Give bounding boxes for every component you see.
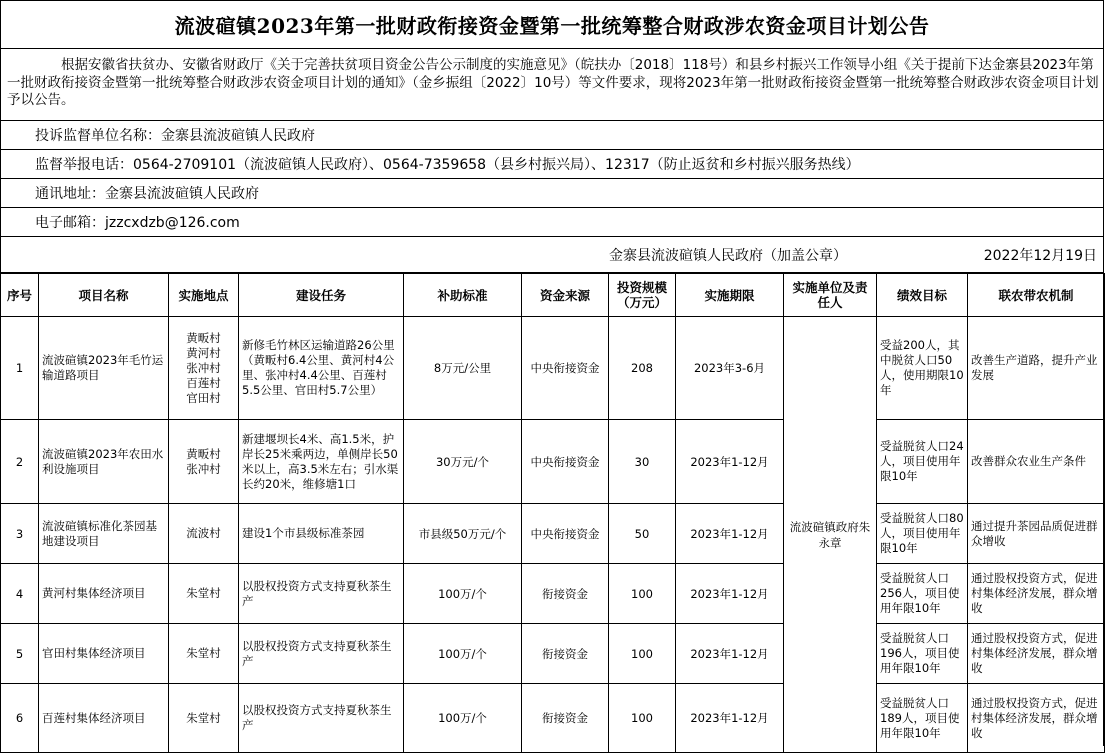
header-cell: 资金来源 <box>522 274 609 317</box>
performance-goal-cell: 受益脱贫人口196人，项目使用年限10年 <box>877 624 968 684</box>
header-cell: 实施地点 <box>169 274 239 317</box>
project-table <box>0 273 1105 753</box>
performance-goal-cell: 受益脱贫人口24人，项目使用年限10年 <box>877 420 968 504</box>
performance-goal-cell: 受益脱贫人口189人，项目使用年限10年 <box>877 684 968 753</box>
project-name-cell: 流波碹镇2023年农田水利设施项目 <box>39 420 169 504</box>
row-number-cell: 1 <box>1 317 39 420</box>
table-header-row <box>1 274 1105 317</box>
fund-source-cell: 中央衔接资金 <box>522 317 609 420</box>
project-name-cell: 百莲村集体经济项目 <box>39 684 169 753</box>
project-name-cell: 流波碹镇2023年毛竹运输道路项目 <box>39 317 169 420</box>
row-number-cell: 2 <box>1 420 39 504</box>
performance-goal-cell: 受益200人，其中脱贫人口50人，使用期限10年 <box>877 317 968 420</box>
benefit-mechanism-cell: 通过股权投资方式，促进村集体经济发展，群众增收 <box>968 624 1105 684</box>
project-name-cell: 黄河村集体经济项目 <box>39 564 169 624</box>
location-cell: 朱堂村 <box>169 624 239 684</box>
header-cell: 实施单位及责任人 <box>784 274 877 317</box>
investment-scale-cell: 100 <box>609 624 676 684</box>
signature-date: 2022年12月19日 <box>983 248 1097 264</box>
supervisor-line: 投诉监督单位名称：金寨县流波碹镇人民政府 <box>1 121 1103 150</box>
construction-task-cell: 建设1个市县级标准茶园 <box>239 504 404 564</box>
table-row <box>1 317 1105 420</box>
implementation-period-cell: 2023年3-6月 <box>676 317 784 420</box>
hotline-line: 监督举报电话：0564-2709101（流波碹镇人民政府）、0564-7359658（县乡村振兴局）、12317（防止返贫和乡村振兴服务热线） <box>1 150 1103 179</box>
header-cell: 序号 <box>1 274 39 317</box>
investment-scale-cell: 50 <box>609 504 676 564</box>
construction-task-cell: 以股权投资方式支持夏秋茶生产 <box>239 684 404 753</box>
location-cell: 黄畈村 张冲村 <box>169 420 239 504</box>
project-name-cell: 流波碹镇标准化茶园基地建设项目 <box>39 504 169 564</box>
subsidy-standard-cell: 市县级50万元/个 <box>404 504 522 564</box>
implementation-period-cell: 2023年1-12月 <box>676 684 784 753</box>
benefit-mechanism-cell: 通过股权投资方式，促进村集体经济发展，群众增收 <box>968 564 1105 624</box>
fund-source-cell: 衔接资金 <box>522 564 609 624</box>
table-row <box>1 420 1105 504</box>
table-row <box>1 624 1105 684</box>
signature-row <box>1 237 1103 273</box>
construction-task-cell: 以股权投资方式支持夏秋茶生产 <box>239 624 404 684</box>
intro-paragraph: 根据安徽省扶贫办、安徽省财政厅《关于完善扶贫项目资金公告公示制度的实施意见》（皖扶办〔2018〕118号）和县乡村振兴工作领导小组《关于提前下达金寨县2023年第一批财政衔接资金暨第一批统筹整合财政涉农资金项目计划的通知》（金乡振组〔2022〕10号）等文件要求，现将2023年第一批财政衔接资金暨第一批统筹整合财政涉农资金项目计划予以公告。 <box>1 49 1103 121</box>
header-cell: 建设任务 <box>239 274 404 317</box>
implementation-period-cell: 2023年1-12月 <box>676 504 784 564</box>
investment-scale-cell: 208 <box>609 317 676 420</box>
page-title: 流波碹镇2023年第一批财政衔接资金暨第一批统筹整合财政涉农资金项目计划公告 <box>1 0 1103 49</box>
implementation-period-cell: 2023年1-12月 <box>676 624 784 684</box>
fund-source-cell: 中央衔接资金 <box>522 420 609 504</box>
location-cell: 朱堂村 <box>169 684 239 753</box>
header-cell: 项目名称 <box>39 274 169 317</box>
table-row <box>1 504 1105 564</box>
subsidy-standard-cell: 100万/个 <box>404 624 522 684</box>
location-cell: 黄畈村 黄河村 张冲村 百莲村 官田村 <box>169 317 239 420</box>
header-cell: 绩效目标 <box>877 274 968 317</box>
responsible-unit-cell: 流波碹镇政府朱永章 <box>784 317 877 753</box>
email-line: 电子邮箱：jzzcxdzb@126.com <box>1 208 1103 237</box>
row-number-cell: 3 <box>1 504 39 564</box>
row-number-cell: 5 <box>1 624 39 684</box>
address-line: 通讯地址：金寨县流波碹镇人民政府 <box>1 179 1103 208</box>
header-cell: 实施期限 <box>676 274 784 317</box>
project-name-cell: 官田村集体经济项目 <box>39 624 169 684</box>
construction-task-cell: 以股权投资方式支持夏秋茶生产 <box>239 564 404 624</box>
fund-source-cell: 中央衔接资金 <box>522 504 609 564</box>
implementation-period-cell: 2023年1-12月 <box>676 420 784 504</box>
fund-source-cell: 衔接资金 <box>522 684 609 753</box>
row-number-cell: 6 <box>1 684 39 753</box>
construction-task-cell: 新修毛竹林区运输道路26公里（黄畈村6.4公里、黄河村4公里、张冲村4.4公里、百莲村5.5公里、官田村5.7公里） <box>239 317 404 420</box>
performance-goal-cell: 受益脱贫人口80人，项目使用年限10年 <box>877 504 968 564</box>
benefit-mechanism-cell: 通过股权投资方式，促进村集体经济发展，群众增收 <box>968 684 1105 753</box>
location-cell: 朱堂村 <box>169 564 239 624</box>
table-row <box>1 564 1105 624</box>
benefit-mechanism-cell: 改善群众农业生产条件 <box>968 420 1105 504</box>
implementation-period-cell: 2023年1-12月 <box>676 564 784 624</box>
subsidy-standard-cell: 100万/个 <box>404 564 522 624</box>
subsidy-standard-cell: 100万/个 <box>404 684 522 753</box>
performance-goal-cell: 受益脱贫人口256人，项目使用年限10年 <box>877 564 968 624</box>
row-number-cell: 4 <box>1 564 39 624</box>
subsidy-standard-cell: 30万元/个 <box>404 420 522 504</box>
fund-source-cell: 衔接资金 <box>522 624 609 684</box>
benefit-mechanism-cell: 改善生产道路，提升产业发展 <box>968 317 1105 420</box>
construction-task-cell: 新建堰坝长4米、高1.5米，护岸长25米乘两边，单侧岸长50米以上，高3.5米左右；引水渠长约20米，维修塘1口 <box>239 420 404 504</box>
header-cell: 补助标准 <box>404 274 522 317</box>
subsidy-standard-cell: 8万元/公里 <box>404 317 522 420</box>
signature-org: 金寨县流波碹镇人民政府（加盖公章） <box>609 248 847 264</box>
investment-scale-cell: 100 <box>609 564 676 624</box>
investment-scale-cell: 30 <box>609 420 676 504</box>
header-cell: 联农带农机制 <box>968 274 1105 317</box>
header-cell: 投资规模（万元） <box>609 274 676 317</box>
location-cell: 流波村 <box>169 504 239 564</box>
table-row <box>1 684 1105 753</box>
benefit-mechanism-cell: 通过提升茶园品质促进群众增收 <box>968 504 1105 564</box>
investment-scale-cell: 100 <box>609 684 676 753</box>
